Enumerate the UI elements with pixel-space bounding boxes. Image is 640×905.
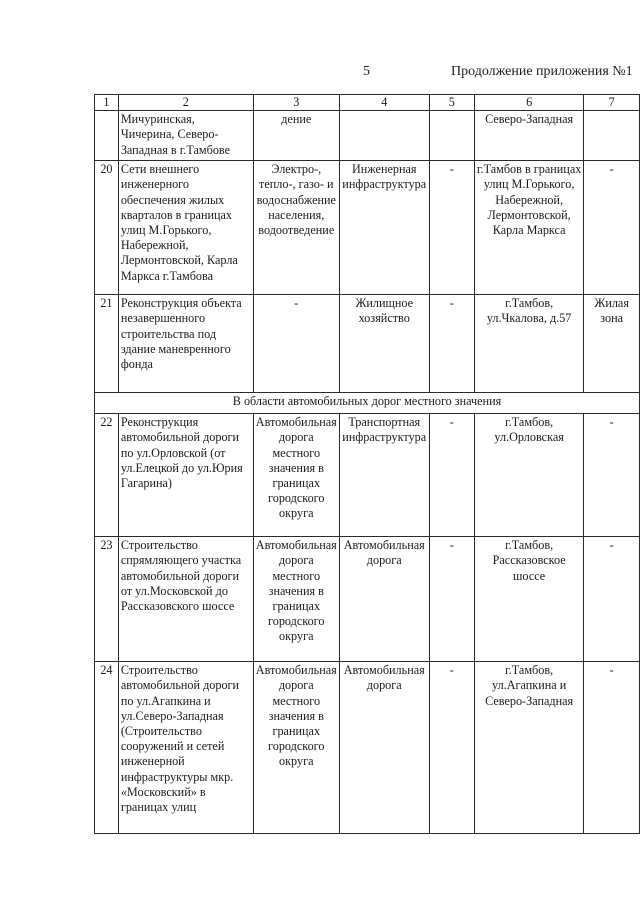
table-row	[95, 537, 640, 662]
table-row	[95, 161, 640, 295]
object-name: Мичуринская, Чичерина, Северо-Западная в г.Тамбове	[118, 111, 253, 161]
object-type	[339, 111, 429, 161]
table-row-continued	[95, 111, 640, 161]
continuation-label: Продолжение приложения №1	[451, 64, 633, 79]
table-row	[95, 295, 640, 393]
object-type: Жилищное хозяйство	[339, 295, 429, 393]
row-number: 24	[95, 662, 119, 834]
object-purpose: Автомобильная дорога местного значения в границах городского округа	[253, 537, 339, 662]
object-location: г.Тамбов, Рассказовское шоссе	[474, 537, 583, 662]
object-name: Реконструкция автомобильной дороги по ул.Орловской (от ул.Елецкой до ул.Юрия Гагарина)	[118, 414, 253, 537]
object-zone: -	[584, 662, 640, 834]
header-cell: 5	[429, 95, 474, 111]
header-cell: 3	[253, 95, 339, 111]
object-location: Северо-Западная	[474, 111, 583, 161]
object-purpose: Автомобильная дорога местного значения в границах городского округа	[253, 414, 339, 537]
table-header-row	[95, 95, 640, 111]
object-purpose: дение	[253, 111, 339, 161]
object-zone: -	[584, 537, 640, 662]
object-name: Строительство автомобильной дороги по ул.Агапкина и ул.Северо-Западная (Строительство сооружений и сетей инженерной инфраструктуры мкр. «Московский» в границах улиц	[118, 662, 253, 834]
object-location: г.Тамбов, ул.Орловская	[474, 414, 583, 537]
object-col5: -	[429, 537, 474, 662]
row-number	[95, 111, 119, 161]
header-cell: 2	[118, 95, 253, 111]
object-col5: -	[429, 662, 474, 834]
object-type: Транспортная инфраструктура	[339, 414, 429, 537]
section-row	[95, 393, 640, 414]
object-name: Сети внешнего инженерного обеспечения жилых кварталов в границах улиц М.Горького, Набережной, Лермонтовской, Карла Маркса г.Тамбова	[118, 161, 253, 295]
object-location: г.Тамбов в границах улиц М.Горького, Набережной, Лермонтовской, Карла Маркса	[474, 161, 583, 295]
header-cell: 6	[474, 95, 583, 111]
object-type: Инженерная инфраструктура	[339, 161, 429, 295]
object-name: Реконструкция объекта незавершенного строительства под здание маневренного фонда	[118, 295, 253, 393]
object-purpose: Автомобильная дорога местного значения в границах городского округа	[253, 662, 339, 834]
section-title: В области автомобильных дорог местного значения	[95, 393, 640, 414]
object-zone: Жилая зона	[584, 295, 640, 393]
appendix-table	[94, 94, 640, 834]
object-purpose: -	[253, 295, 339, 393]
object-zone: -	[584, 161, 640, 295]
object-zone: -	[584, 414, 640, 537]
object-location: г.Тамбов, ул.Чкалова, д.57	[474, 295, 583, 393]
row-number: 23	[95, 537, 119, 662]
object-col5: -	[429, 295, 474, 393]
header-cell: 7	[584, 95, 640, 111]
object-zone	[584, 111, 640, 161]
header-cell: 4	[339, 95, 429, 111]
object-name: Строительство спрямляющего участка автомобильной дороги от ул.Московской до Рассказовского шоссе	[118, 537, 253, 662]
object-type: Автомобильная дорога	[339, 662, 429, 834]
object-col5: -	[429, 161, 474, 295]
object-purpose: Электро-, тепло-, газо- и водоснабжение населения, водоотведение	[253, 161, 339, 295]
row-number: 20	[95, 161, 119, 295]
object-type: Автомобильная дорога	[339, 537, 429, 662]
row-number: 22	[95, 414, 119, 537]
object-location: г.Тамбов, ул.Агапкина и Северо-Западная	[474, 662, 583, 834]
page-number: 5	[363, 64, 370, 79]
table-row	[95, 662, 640, 834]
header-cell: 1	[95, 95, 119, 111]
object-col5: -	[429, 414, 474, 537]
row-number: 21	[95, 295, 119, 393]
object-col5	[429, 111, 474, 161]
table-row	[95, 414, 640, 537]
